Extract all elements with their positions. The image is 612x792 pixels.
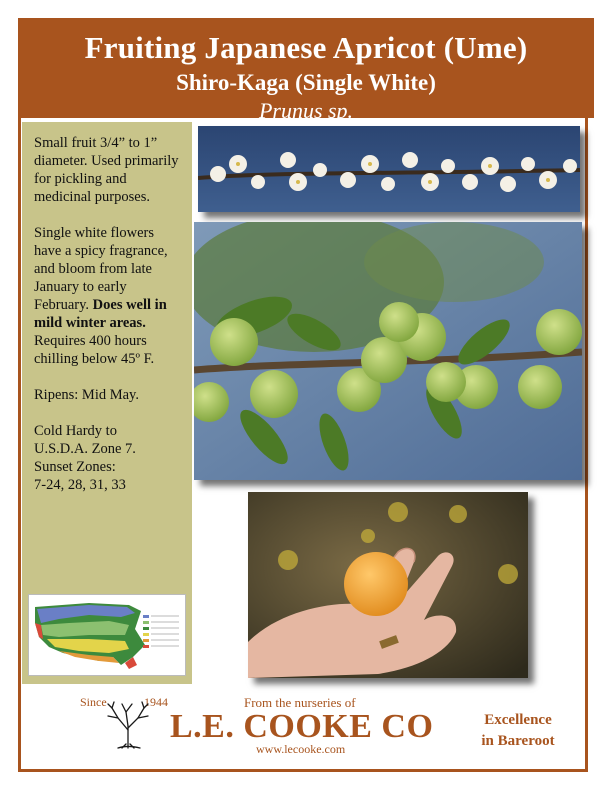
excellence-line2: in Bareroot	[481, 733, 555, 749]
sunset-zones: 7-24, 28, 31, 33	[34, 477, 126, 493]
usda-map-graphic	[29, 595, 185, 675]
header-banner	[18, 18, 594, 123]
hardiness-line2: U.S.D.A. Zone 7.	[34, 441, 136, 457]
ripe-fruit-photo	[248, 492, 528, 678]
from-nurseries-label: From the nurseries of	[244, 695, 356, 710]
usda-zone-map	[28, 594, 186, 676]
page-title: Fruiting Japanese Apricot (Ume)	[84, 30, 528, 65]
company-website: www.lecooke.com	[256, 742, 346, 756]
fruit-description: Small fruit 3/4” to 1” diameter. Used primarily for pickling and medicinal purposes.	[34, 135, 179, 205]
since-label: Since	[80, 695, 107, 709]
company-name: L.E. COOKE CO	[170, 708, 434, 745]
blossom-photo	[198, 126, 580, 212]
flowers-paragraph	[34, 224, 184, 368]
ripens-note: Ripens: Mid May.	[34, 387, 139, 403]
flowers-description: Single white flowers have a spicy fragrance, and bloom from late January to early February.	[34, 225, 168, 313]
hardiness-block	[34, 422, 184, 494]
green-fruit-photo	[194, 222, 582, 480]
chilling-note: Requires 400 hours chilling below 45º F.	[34, 333, 155, 367]
tree-logo-icon	[100, 700, 156, 750]
latin-name: Prunus sp.	[258, 98, 354, 123]
sunset-label: Sunset Zones:	[34, 459, 116, 475]
excellence-line1: Excellence	[484, 712, 552, 728]
sidebar-text	[34, 134, 184, 494]
since-year: 1944	[144, 695, 168, 709]
page-subtitle: Shiro-Kaga (Single White)	[176, 70, 436, 95]
excellence-tagline	[458, 710, 578, 752]
mild-winter-note: Does well in mild winter areas.	[34, 297, 167, 331]
hardiness-line1: Cold Hardy to	[34, 423, 117, 439]
